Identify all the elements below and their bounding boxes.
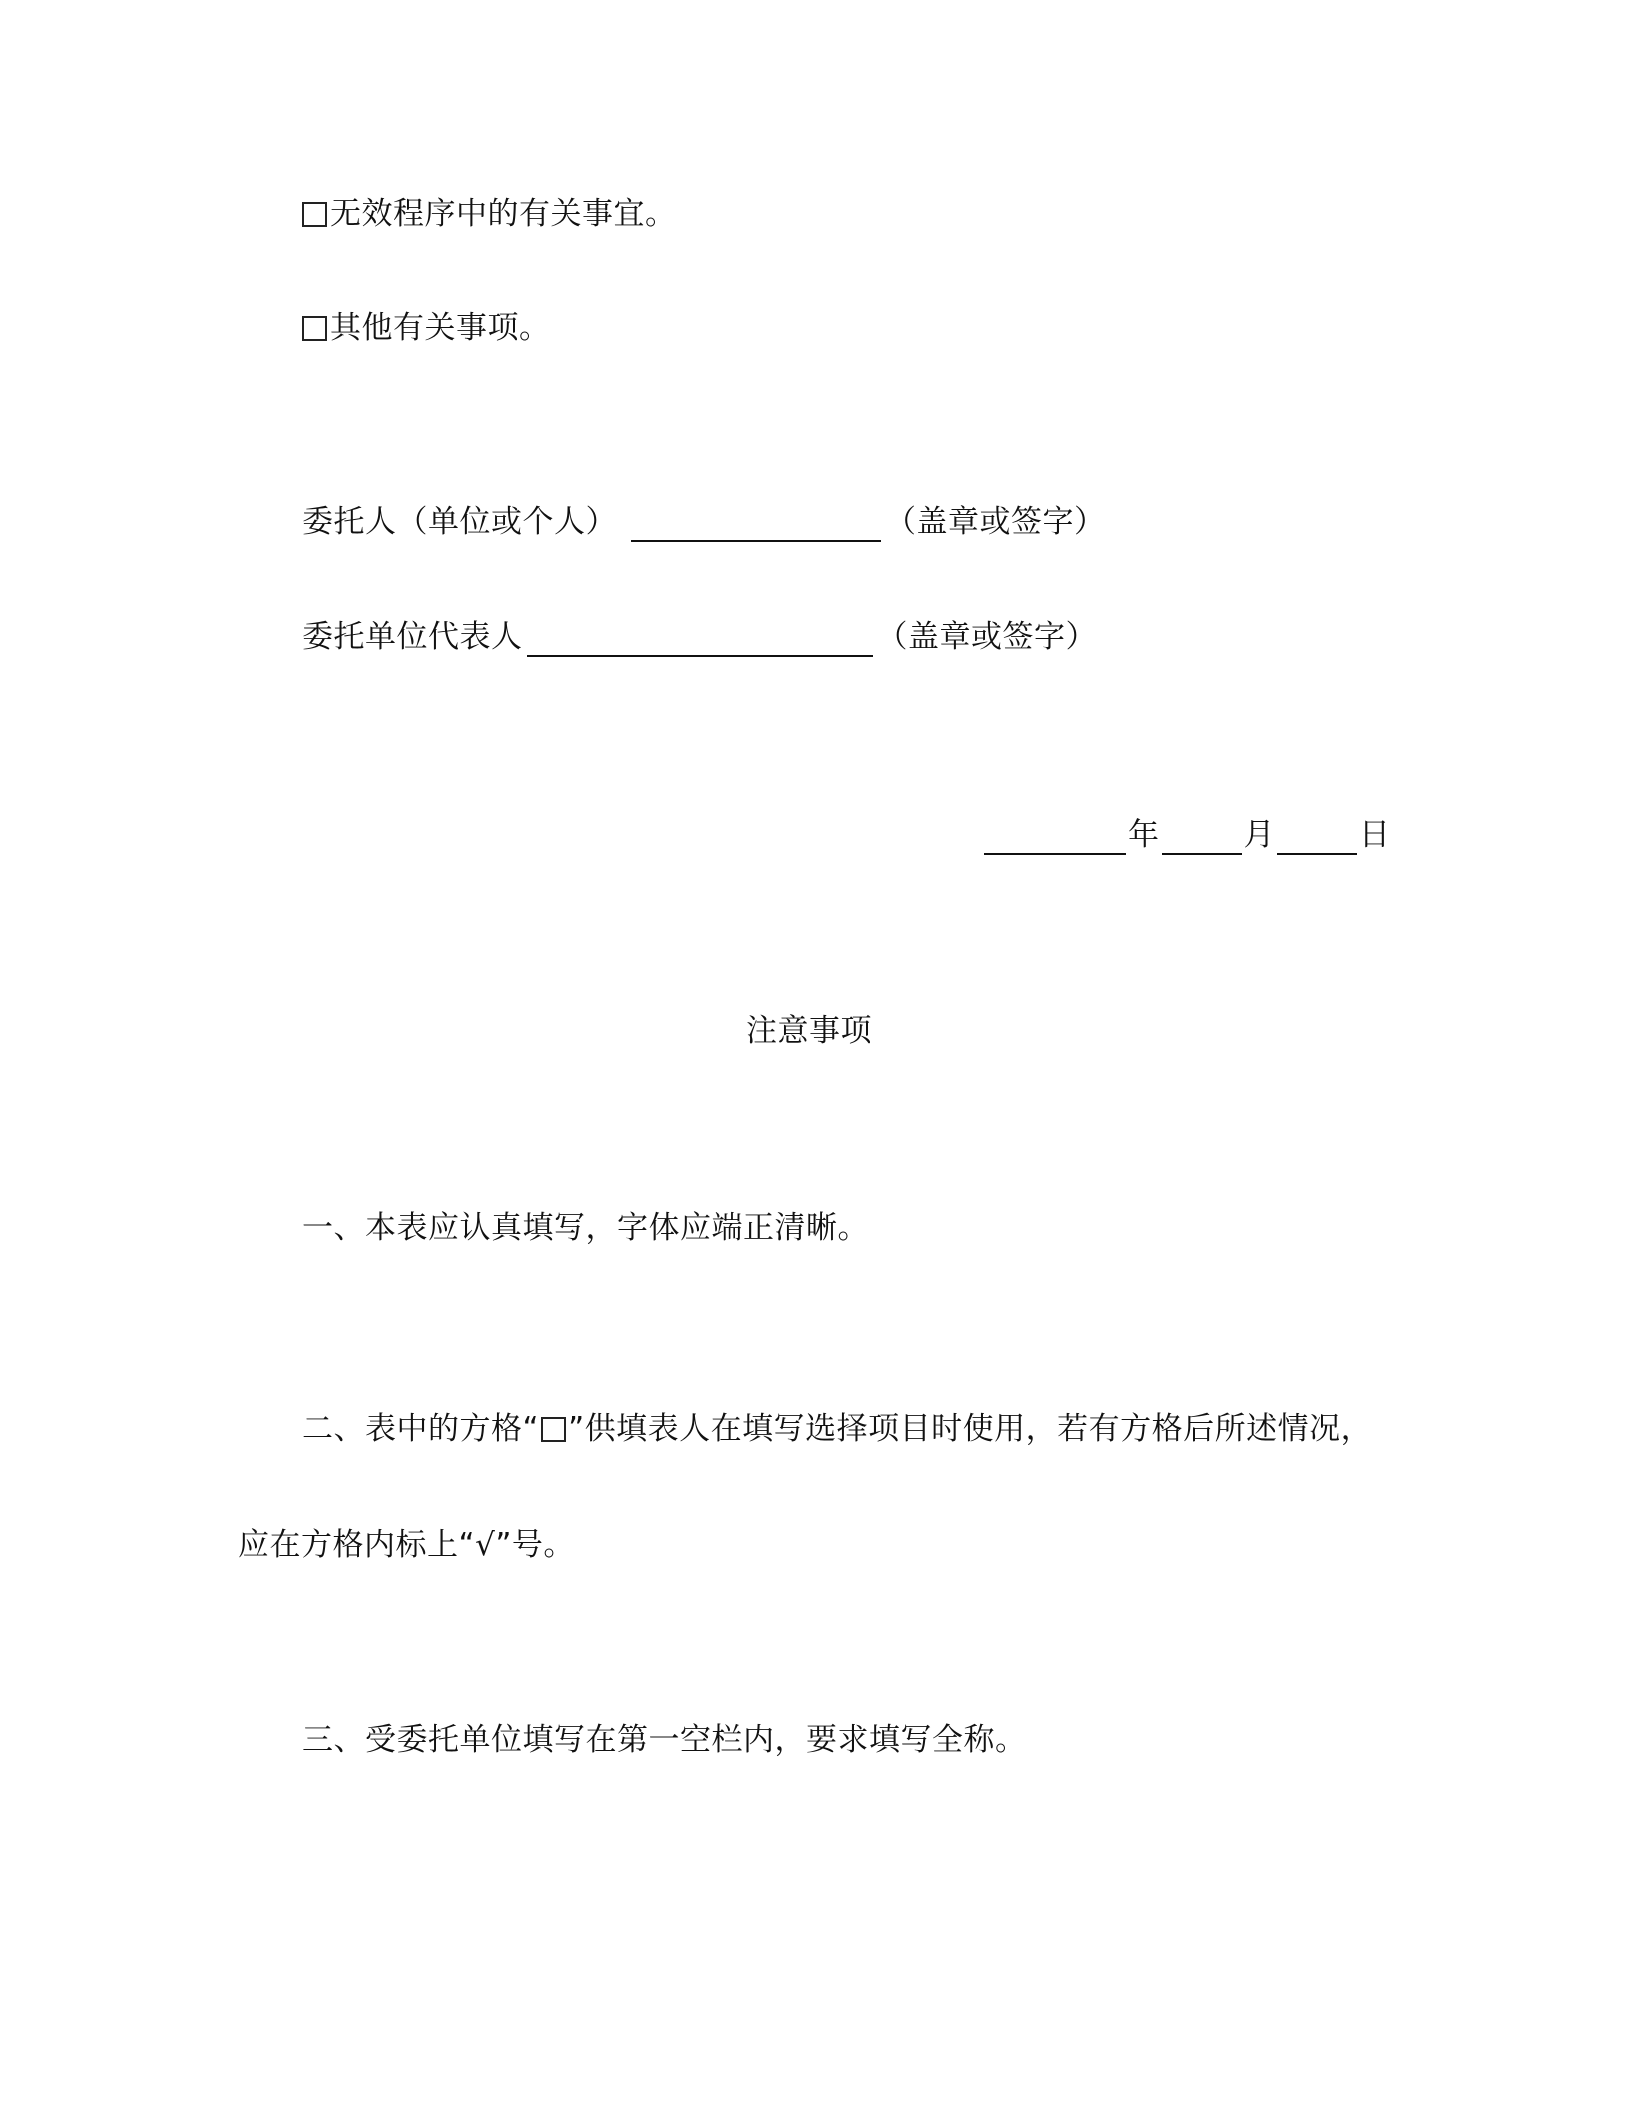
- note-item-2-part-b: ”供填表人在填写选择项目时使用，若有方格后所述情况，: [568, 1411, 1373, 1447]
- day-blank[interactable]: [1277, 819, 1357, 855]
- representative-signature-row: [302, 617, 1097, 657]
- year-blank[interactable]: [984, 819, 1126, 855]
- checkbox[interactable]: [302, 316, 327, 341]
- option-invalidation: [302, 194, 677, 234]
- day-label: 日: [1359, 817, 1391, 853]
- principal-label: 委托人（单位或个人）: [302, 504, 617, 540]
- note-item-2-part-a: 二、表中的方格“: [302, 1411, 540, 1447]
- option-other: [302, 308, 551, 348]
- note-item-1: 一、本表应认真填写，字体应端正清晰。: [302, 1210, 869, 1246]
- representative-suffix: （盖章或签字）: [876, 619, 1097, 655]
- principal-signature-blank[interactable]: [631, 506, 881, 542]
- principal-signature-row: [302, 502, 1106, 542]
- checkbox[interactable]: [302, 202, 327, 227]
- option-invalidation-label: 无效程序中的有关事宜。: [330, 196, 677, 232]
- option-other-label: 其他有关事项。: [330, 310, 551, 346]
- note-item-3: 三、受委托单位填写在第一空栏内，要求填写全称。: [302, 1722, 1027, 1758]
- year-label: 年: [1128, 817, 1160, 853]
- note-item-2-line2-a: 应在方格内标上“: [238, 1527, 476, 1563]
- representative-signature-blank[interactable]: [527, 621, 873, 657]
- notes-heading: 注意事项: [746, 1013, 872, 1049]
- check-mark-icon: √: [475, 1527, 496, 1563]
- note-item-2: [302, 1409, 1372, 1449]
- principal-suffix: （盖章或签字）: [885, 504, 1106, 540]
- date-row: [984, 815, 1391, 855]
- square-box-icon: [541, 1417, 566, 1442]
- representative-label: 委托单位代表人: [302, 619, 523, 655]
- month-blank[interactable]: [1162, 819, 1242, 855]
- note-item-2-continued: [238, 1525, 575, 1565]
- month-label: 月: [1243, 817, 1275, 853]
- note-item-2-line2-b: ”号。: [495, 1527, 575, 1563]
